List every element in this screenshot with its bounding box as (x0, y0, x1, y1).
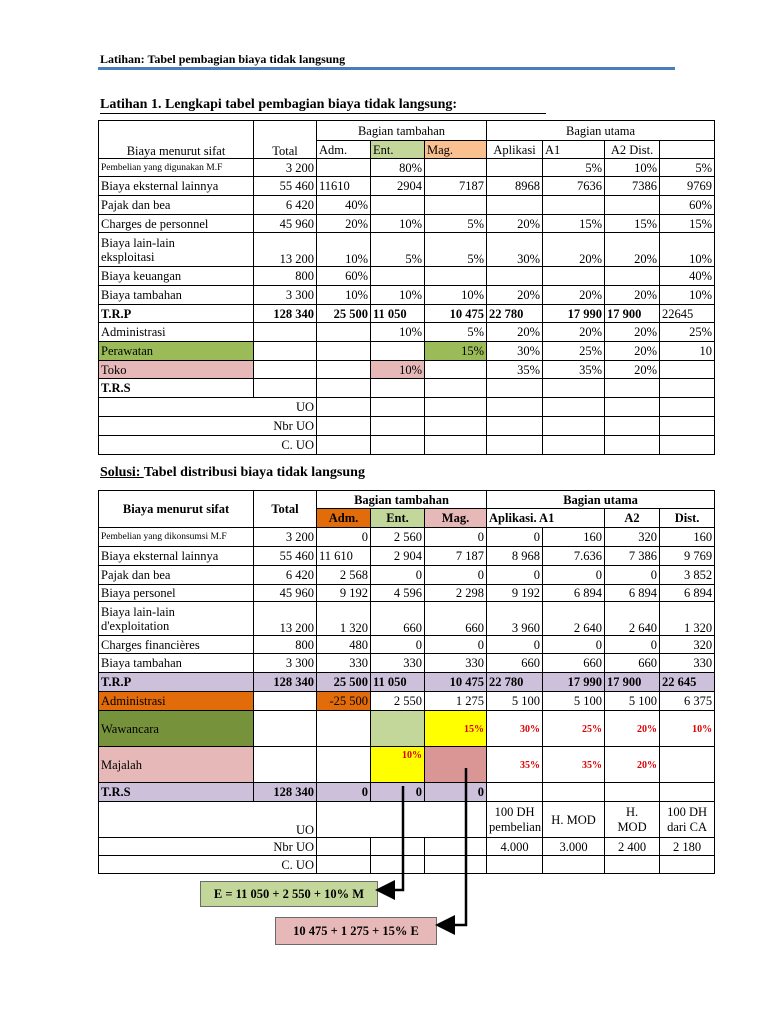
trp-row: T.R.P 128 340 25 500 11 050 10 475 22 780 17 990 17 900 22645 (99, 305, 715, 323)
table-row: Biaya keuangan 800 60% 40% (99, 267, 715, 286)
nbr-uo-row: Nbr UO 4.000 3.000 2 400 2 180 (99, 838, 715, 856)
c-uo-row: C. UO (99, 436, 715, 455)
c-uo-row: C. UO (99, 856, 715, 874)
table-row: Pembelian yang dikonsumsi M.F 3 200 0 2 560 0 0 160 320 160 (99, 528, 715, 547)
formula-e-box: E = 11 050 + 2 550 + 10% M (200, 881, 378, 907)
trp-row: T.R.P 128 340 25 500 11 050 10 475 22 780 17 990 17 900 22 645 (99, 673, 715, 692)
table-row: Biaya lain-lain d'exploitation 13 200 1 320 660 660 3 960 2 640 2 640 1 320 (99, 602, 715, 636)
table-row: Pajak dan bea 6 420 40% 60% (99, 196, 715, 215)
col-app-header: Aplikasi (487, 141, 543, 159)
group-aux-header: Bagian tambahan (317, 121, 487, 141)
table-row: Pajak dan bea 6 420 2 568 0 0 0 0 0 3 852 (99, 566, 715, 585)
uo-row: UO (99, 398, 715, 417)
col-mag-header: Mag. (425, 141, 487, 159)
sol-col-app-a1-header: Aplikasi. A1 (487, 509, 605, 528)
table-row: Biaya tambahan 3 300 330 330 330 660 660 660 330 (99, 654, 715, 673)
solution-title: Solusi: Tabel distribusi biaya tidak langsung (100, 465, 365, 480)
col-adm-header: Adm. (317, 141, 371, 159)
admin-row: Administrasi -25 500 2 550 1 275 5 100 5 100 5 100 6 375 (99, 692, 715, 711)
col-a1-header: A1 (543, 141, 605, 159)
group-main-header: Bagian utama (487, 121, 715, 141)
toko-row: Toko 10% 35% 35% 20% (99, 361, 715, 379)
table-row: Biaya personel 45 960 9 192 4 596 2 298 9 192 6 894 6 894 6 894 (99, 585, 715, 602)
sol-col-a2-header: A2 (605, 509, 660, 528)
table-row: Biaya tambahan 3 300 10% 10% 10% 20% 20% 20% 10% (99, 286, 715, 305)
uo-row: UO 100 DH pembelian H. MOD H. MOD 100 DH dari CA (99, 802, 715, 838)
sol-col-dist-header: Dist. (660, 509, 715, 528)
sol-col-total-header: Total (254, 491, 317, 528)
page-header: Latihan: Tabel pembagian biaya tidak langsung (100, 52, 346, 66)
sol-group-aux-header: Bagian tambahan (317, 491, 487, 509)
sol-col-label-header: Biaya menurut sifat (99, 491, 254, 528)
arrow-mag-to-formula-m (440, 768, 466, 925)
col-a2-header: A2 Dist. (605, 141, 660, 159)
table-row: Biaya lain-lain eksploitasi 13 200 10% 5% 5% 30% 20% 20% 10% (99, 233, 715, 267)
table-row: Charges de personnel 45 960 20% 10% 5% 20% 15% 15% 15% (99, 215, 715, 233)
perawatan-row: Perawatan 15% 30% 25% 20% 10 (99, 342, 715, 361)
admin-row: Administrasi 10% 5% 20% 20% 20% 25% (99, 323, 715, 342)
trs-row: T.R.S 128 340 0 0 0 (99, 783, 715, 802)
trs-row: T.R.S (99, 379, 715, 398)
sol-col-ent-header: Ent. (371, 509, 425, 528)
col-label-header: Biaya menurut sifat (99, 121, 254, 159)
nbr-uo-row: Nbr UO (99, 417, 715, 436)
table-row: Pembelian yang digunakan M.F 3 200 80% 5% 10% 5% (99, 159, 715, 177)
table-row: Biaya eksternal lainnya 55 460 11610 2904 7187 8968 7636 7386 9769 (99, 177, 715, 196)
formula-m-box: 10 475 + 1 275 + 15% E (275, 917, 437, 945)
majalah-row: Majalah 10% 35% 35% 20% (99, 747, 715, 783)
table-row: Biaya eksternal lainnya 55 460 11 610 2 904 7 187 8 968 7.636 7 386 9 769 (99, 547, 715, 566)
col-total-header: Total (254, 121, 317, 159)
table-row: Charges financières 800 480 0 0 0 0 0 320 (99, 636, 715, 654)
arrow-ent-to-formula-e (380, 786, 403, 890)
sol-group-main-header: Bagian utama (487, 491, 715, 509)
sol-col-adm-header: Adm. (317, 509, 371, 528)
sol-col-mag-header: Mag. (425, 509, 487, 528)
col-ent-header: Ent. (371, 141, 425, 159)
exercise-title: Latihan 1. Lengkapi tabel pembagian biaya tidak langsung: (100, 97, 546, 114)
wawancara-row: Wawancara 15% 30% 25% 20% 10% (99, 711, 715, 747)
